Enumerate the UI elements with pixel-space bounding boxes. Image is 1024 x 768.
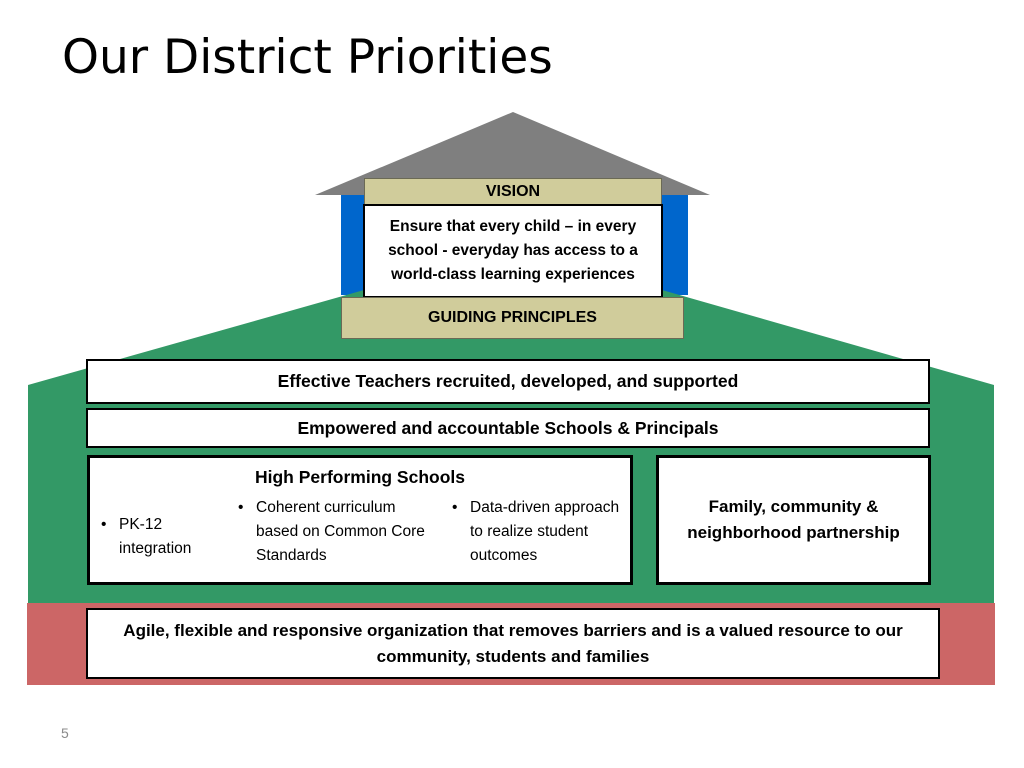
principle-empowered-schools: Empowered and accountable Schools & Principals <box>86 408 930 448</box>
right-pillar <box>662 195 688 295</box>
slide-title: Our District Priorities <box>62 30 553 85</box>
bullet-pk12 <box>101 513 231 561</box>
bullet-text: Coherent curriculum based on Common Core Standards <box>256 499 425 564</box>
high-performing-schools-title: High Performing Schools <box>254 467 466 487</box>
guiding-principles-label: GUIDING PRINCIPLES <box>341 297 684 339</box>
left-pillar <box>341 195 365 295</box>
family-partnership-box: Family, community & neighborhood partnership <box>656 455 931 585</box>
bullet-dot-icon: • <box>101 516 107 533</box>
bullet-data-driven <box>452 496 632 568</box>
foundation-statement: Agile, flexible and responsive organization that removes barriers and is a valued resource to our community, students and families <box>86 608 940 679</box>
vision-label: VISION <box>364 178 662 205</box>
bullet-text: Data-driven approach to realize student outcomes <box>470 499 620 564</box>
bullet-curriculum <box>238 496 428 568</box>
vision-statement: Ensure that every child – in every school - everyday has access to a world-class learning experiences <box>363 204 663 298</box>
bullet-dot-icon: • <box>238 499 244 516</box>
high-performing-schools-box <box>87 455 633 585</box>
principle-effective-teachers: Effective Teachers recruited, developed, and supported <box>86 359 930 404</box>
bullet-text: PK-12 integration <box>119 516 192 557</box>
bullet-dot-icon: • <box>452 499 458 516</box>
page-number: 5 <box>61 725 69 741</box>
